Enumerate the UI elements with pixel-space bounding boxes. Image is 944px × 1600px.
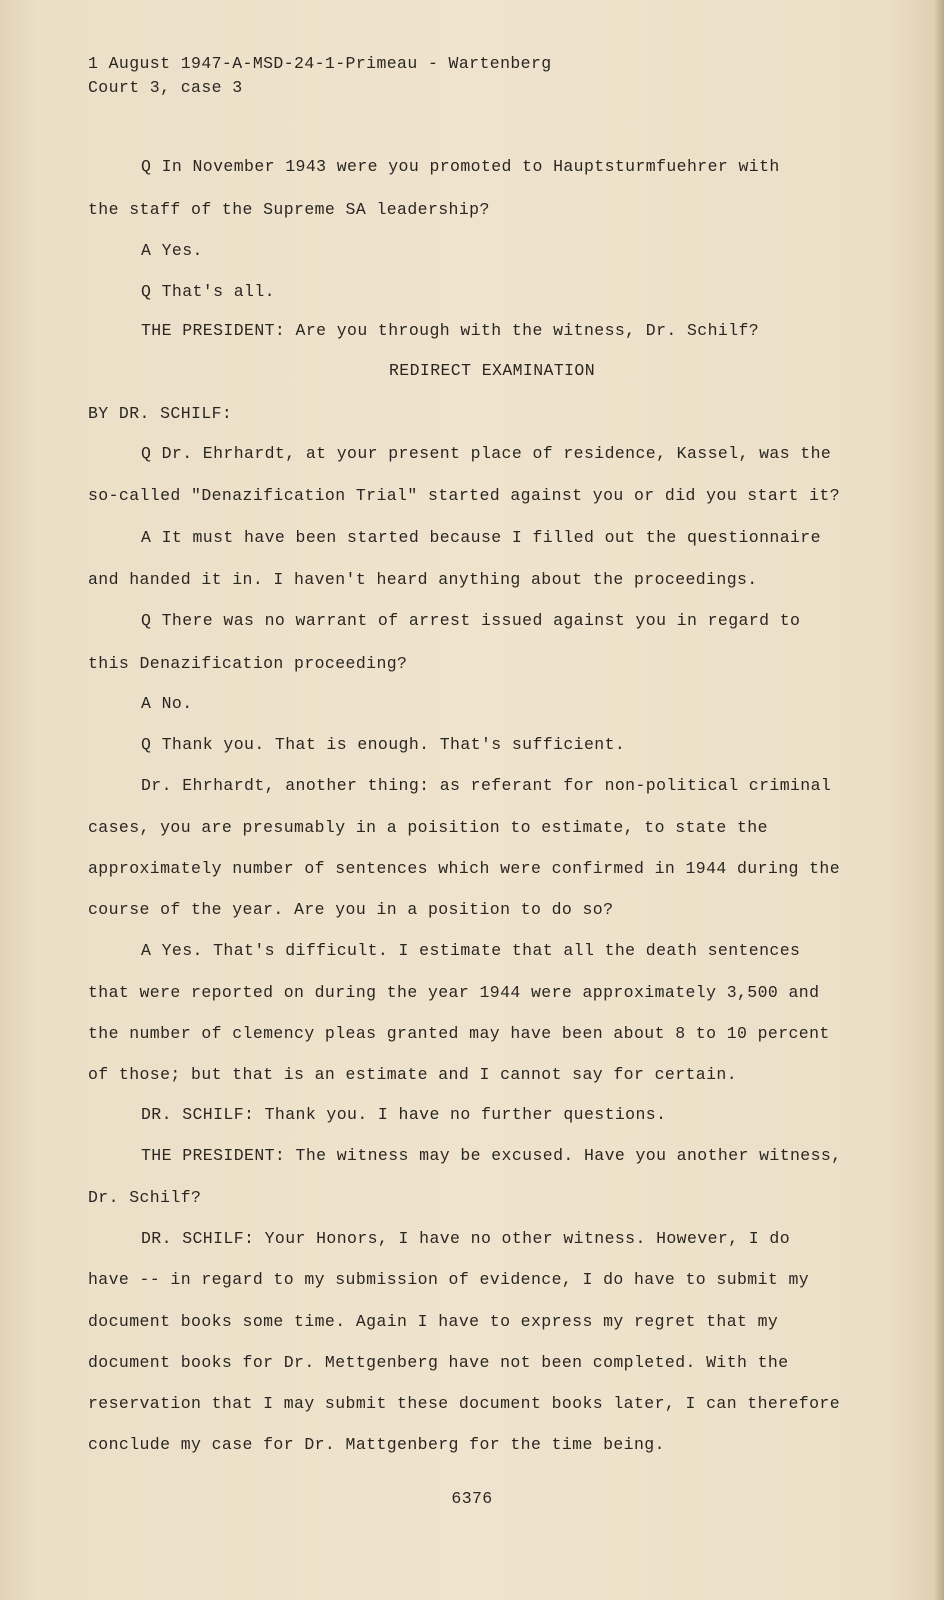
header-line-1: 1 August 1947-A-MSD-24-1-Primeau - Wartenberg [88, 54, 552, 73]
page-number: 6376 [451, 1489, 493, 1508]
text-line: so-called "Denazification Trial" started against you or did you start it? [88, 486, 841, 505]
text-line: Q Thank you. That is enough. That's sufficient. [141, 735, 626, 754]
text-line: Q There was no warrant of arrest issued against you in regard to [141, 611, 801, 630]
page-edge-shadow [934, 0, 944, 1600]
text-line: have -- in regard to my submission of evidence, I do have to submit my [88, 1270, 810, 1289]
text-line: Q In November 1943 were you promoted to Hauptsturmfuehrer with [141, 157, 780, 176]
text-line: approximately number of sentences which were confirmed in 1944 during the [88, 859, 841, 878]
text-line: THE PRESIDENT: Are you through with the witness, Dr. Schilf? [141, 321, 760, 340]
text-line: this Denazification proceeding? [88, 654, 408, 673]
section-heading: REDIRECT EXAMINATION [389, 361, 596, 380]
text-line: Dr. Ehrhardt, another thing: as referant for non-political criminal [141, 776, 832, 795]
text-line: Q That's all. [141, 282, 275, 301]
text-line: Dr. Schilf? [88, 1188, 202, 1207]
text-line: that were reported on during the year 1944 were approximately 3,500 and [88, 983, 820, 1002]
text-line: course of the year. Are you in a position to do so? [88, 900, 614, 919]
text-line: document books some time. Again I have to express my regret that my [88, 1312, 779, 1331]
text-line: document books for Dr. Mettgenberg have not been completed. With the [88, 1353, 789, 1372]
text-line: the number of clemency pleas granted may have been about 8 to 10 percent [88, 1024, 830, 1043]
text-line: cases, you are presumably in a poisition to estimate, to state the [88, 818, 768, 837]
text-line: and handed it in. I haven't heard anything about the proceedings. [88, 570, 758, 589]
text-line: BY DR. SCHILF: [88, 404, 233, 423]
text-line: DR. SCHILF: Your Honors, I have no other witness. However, I do [141, 1229, 791, 1248]
text-line: conclude my case for Dr. Mattgenberg for the time being. [88, 1435, 665, 1454]
text-line: A Yes. That's difficult. I estimate that all the death sentences [141, 941, 801, 960]
text-line: THE PRESIDENT: The witness may be excused. Have you another witness, [141, 1146, 842, 1165]
text-line: A Yes. [141, 241, 203, 260]
text-line: of those; but that is an estimate and I cannot say for certain. [88, 1065, 738, 1084]
text-line: A No. [141, 694, 193, 713]
header-line-2: Court 3, case 3 [88, 78, 243, 97]
text-line: Q Dr. Ehrhardt, at your present place of residence, Kassel, was the [141, 444, 832, 463]
text-line: A It must have been started because I filled out the questionnaire [141, 528, 821, 547]
text-line: the staff of the Supreme SA leadership? [88, 200, 490, 219]
text-line: reservation that I may submit these document books later, I can therefore [88, 1394, 841, 1413]
text-line: DR. SCHILF: Thank you. I have no further questions. [141, 1105, 667, 1124]
